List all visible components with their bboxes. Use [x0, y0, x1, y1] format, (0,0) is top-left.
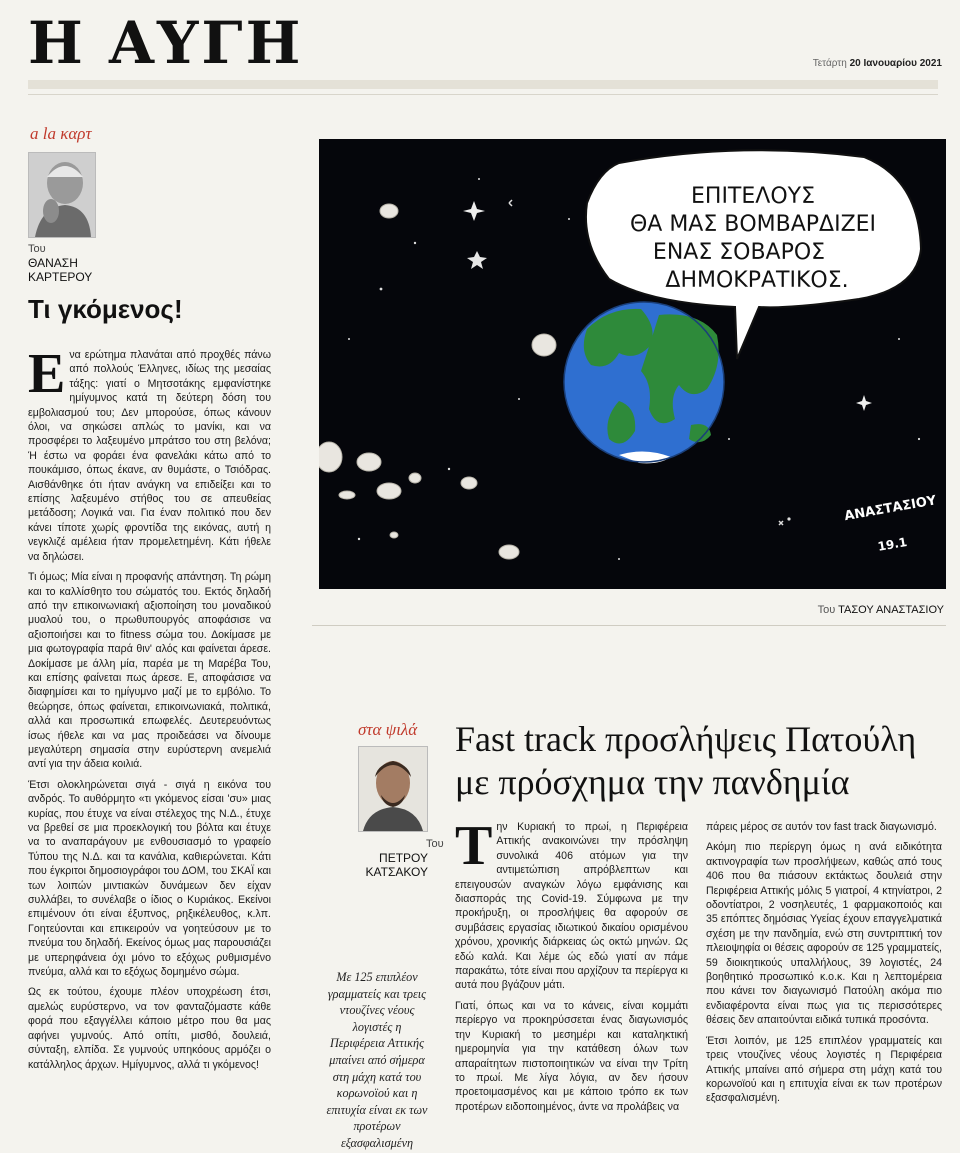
- paragraph-text: ην Κυριακή το πρωί, η Περιφέρεια Αττικής ανακοινώνει την πρόσληψη συνολικά 406 ατόμων για την αντιμετώπιση απρόβλεπτων και επειγουσών αναγκών λόγω εμφάνισης και διασποράς της Covid-19. Σύμφωνα με την προκήρυξη, οι προσλήψεις θα αφορούν σε συμβάσεις εργασίας ιδιωτικού δικαίου ορισμένου χρόνου, χρονικής διάρκειας ώς οκτώ μηνών. Ως εδώ καλά. Και λέμε ώς εδώ γιατί αν πάμε παρακάτω, τότε είναι που αρχίζουν τα περίεργα κι αυτά που βγάζουν μάτι.: [455, 821, 688, 992]
- article-paragraph: πάρεις μέρος σε αυτόν τον fast track διαγωνισμό.: [706, 821, 937, 833]
- paragraph-text: να ερώτημα πλανάται από προχθές πάνω από πολλούς Έλληνες, ιδίως της μεσαίας τάξης: γιατί ο Μητσοτάκης εμφανίστηκε ημίγυμνος κατά τη δεύτερη δόση του εμβολιασμού του; Δεν μπορούσε, όπως κάνουν όλοι, να σηκώσει απλώς το μανίκι, και να προσφέρει το λαξευμένο μπράτσο του στη βελόνα; Ή έστω να φοράει ένα φανελάκι κάτω από το πουκάμισο, όπως έκανε, αν θυμάστε, ο Τσιόδρας. Αισθάνθηκε ότι ήταν ανάγκη να επιδείξει και το επίσης λαξευμένο στήθος του σε απευθείας μετάδοση; Λογικά ναι. Για έναν πολιτικό που δεν κάνει τίποτε χωρίς φροντίδα της εικόνας, αυτή η νεγκλιζέ αμέλεια ήταν προμελετημένη. Κάτι ήθελε να δηλώσει.: [28, 349, 271, 563]
- masthead-rule: [28, 80, 938, 89]
- article-paragraph: [455, 820, 688, 993]
- article-paragraph: Έτσι λοιπόν, με 125 επιπλέον γραμματείς και τρεις ντουζίνες νέους λογιστές η Περιφέρεια Αττικής μπαίνει από σήμερα στη μάχη κατά του κορωνοϊού και η επιτυχία είναι εκ των προτέρων εξασφαλισμένη.: [706, 1034, 942, 1105]
- author-portrait-icon: [29, 153, 95, 237]
- cartoon-credit: [818, 604, 944, 616]
- author-last-name: ΚΑΡΤΕΡΟΥ: [28, 270, 93, 284]
- author-photo-katsakos: [358, 746, 428, 832]
- article-title: Τι γκόμενος!: [28, 294, 183, 324]
- author-portrait-icon: [359, 747, 427, 831]
- cartoon-drawing: [319, 139, 946, 589]
- bubble-line-1: ΕΠΙΤΕΛΟΥΣ: [691, 184, 815, 209]
- article-body-col-2: [706, 820, 942, 1140]
- article-paragraph: Ακόμη πιο περίεργη όμως η ανά ειδικότητα ακτινογραφία των προσλήψεων, καθώς από τους 406 που θα πιάσουν εκτάκτως δουλειά στην Περιφέρεια Αττικής μόλις 5 γιατροί, 4 κτηνίατροι, 2 οδοντίατροι, 2 νοσηλευτές, 1 φαρμακοποιός και 35 επόπτες δημόσιας Υγείας έχουν επαγγελματικά σχέση με την πανδημία, ενώ στη συντριπτική τον πλειοψηφία οι θέσεις αφορούν σε 125 γραμματείς, 59 διοικητικούς υπαλλήλους, 39 λογιστές, 24 βοηθητικό προσωπικό κ.ο.κ. Και η λεπτομέρεια που κάνει τον διαγωνισμό Πατούλη ακόμα πιο ενδιαφέροντα είναι πως για τις περισσότερες θέσεις δεν απαιτούνται ειδικά τυπικά προσόντα.: [706, 841, 942, 1027]
- bubble-line-4: ΔΗΜΟΚΡΑΤΙΚΟΣ.: [665, 268, 849, 293]
- issue-date-value: 20 Ιανουαρίου 2021: [849, 58, 942, 69]
- article-paragraph: Τι όμως; Μία είναι η προφανής απάντηση. Τη ρώμη και το καλλίσθητο του σώματός του. Εκτός δηλαδή από την επικοινωνιακή αξιοποίηση του μοναδικού μυαλού του, ο πρωθυπουργός αποφάσισε να αξιοποιήσει και το fitness σώμα του. Δοκίμασε με μια φωτογραφία παρά θιν' αλός και φαίνεται άρεσε. Δοκίμασε με άλλη μία, παρέα με τη Μαρέβα Του, και επίσης φαίνεται πως άρεσε. Ε, αποφάσισε να διαφημίσει και το ημίγυμνο μαζί με το εμβόλιο. Το θεώρησε, όπως φαίνεται, επικοινωνιακά, πολιτικά, αλλά και προσωπικά επωφελές. Δευτερευόντως ίσως ήθελε και να μας προιδεάσει να δίνουμε μεγαλύτερη σημασία στην ευρύστερνη ανεμελιά αντί για την άδεια κοιλιά.: [28, 571, 271, 771]
- issue-day: Τετάρτη: [812, 58, 847, 69]
- earth-icon: [564, 302, 724, 463]
- section-divider: [312, 625, 946, 626]
- masthead-rule-thin: [28, 94, 938, 95]
- column-label-a-la-kart: a la καρτ: [30, 124, 92, 143]
- cartoon: [319, 139, 946, 589]
- article-body-left: [28, 348, 271, 1138]
- article-paragraph: Ως εκ τούτου, έχουμε πλέον υποχρέωση έτσι, αμελώς ευρύστερνο, να τον φανταζόμαστε κάθε φορά που εξαγγέλλει κάποιο μέτρο που θα μας αφήνει γυμνούς. Από οπίτι, μισθό, δουλειά, σύνταξη, ελπίδα. Σε γυμνούς υπηκόους αρμόζει ο κατάλληλος άρχων. Ημίγυμνος, αλλά τι γκόμενος!: [28, 986, 271, 1071]
- signature-date: 19.1: [876, 534, 909, 554]
- author-first-name: ΘΑΝΑΣΗ: [28, 256, 78, 270]
- article-body-col-1: [455, 820, 688, 1140]
- headline-line-1: Fast track προσλήψεις Πατούλη: [455, 719, 917, 759]
- headline-line-2: με πρόσχημα την πανδημία: [455, 762, 850, 802]
- author-prefix: Του: [426, 838, 444, 850]
- issue-date: [813, 58, 942, 69]
- author-prefix: Του: [28, 243, 46, 255]
- drop-cap: Ε: [28, 348, 66, 405]
- author-name: ΠΕΤΡΟΥ ΚΑΤΣΑΚΟΥ: [365, 851, 428, 879]
- masthead-title: Η ΑΥΓΗ: [28, 9, 304, 77]
- article-paragraph: [28, 348, 271, 564]
- column-label-sta-psila: στα ψιλά: [358, 720, 418, 739]
- credit-name: ΤΑΣΟΥ ΑΝΑΣΤΑΣΙΟΥ: [838, 604, 944, 616]
- article-paragraph: Έτσι ολοκληρώνεται σιγά - σιγά η εικόνα του ανδρός. Το αυθόρμητο «τι γκόμενος είσαι 'συ» μιας κυρίας, που έτυχε να είναι στέλεχος της Ν.Δ., έτυχε να βρεθεί σε μια προεκλογική του βόλτα και έτυχε να το αναπαράγουν με ενθουσιασμό το γραφείο Τύπου της Ν.Δ. και τα κανάλια, καθιερώνεται. Κάτι που έγκριτοι δημοσιογράφοι του ΔΟΜ, του ΣΚΑΪ και των λοιπών μιντιακών δυνάμεων δεν είχαν συλλάβει, το συνέλαβε ο ίδιος ο Κυριάκος. Εκείνοι επιμένουν ότι είναι έξυπνος, ρηξικέλευθος, κ.λπ. Γοητεύονται και επικειρούν να γοητεύσουν με το πνεύμα του δηλαδή. Εκείνος όμως μας παρουσιάζει με υπερηφάνεια όχι μόνο το εξόχως ρυθμισμένο πνεύμα, αλλά και το εξόχως δομημένο σώμα.: [28, 778, 271, 979]
- bubble-line-2: ΘΑ ΜΑΣ ΒΟΜΒΑΡΔΙΖΕΙ: [629, 212, 877, 237]
- author-photo-karteros: [28, 152, 96, 238]
- bubble-line-3: ΕΝΑΣ ΣΟΒΑΡΟΣ: [652, 240, 826, 265]
- article-paragraph: Γιατί, όπως και να το κάνεις, είναι κομμάτι περίεργο να προκηρύσσεται ένας διαγωνισμός την Κυριακή το μεσημέρι και καταληκτική ημερομηνία για την κατάθεση όλων των απαραίτητων πιστοποιητικών να είναι την Τρίτη το πρωί. Με λίγα λόγια, αν δεν ήσουν προετοιμασμένος και με κάποιο τρόπο εκ των προτέρων ειδοποιημένος, άντε να προλάβεις να: [455, 999, 688, 1113]
- signature-text: ΑΝΑΣΤΑΣΙΟΥ: [843, 493, 938, 525]
- pull-quote: Με 125 επιπλέον γραμματείς και τρεις ντουζίνες νέους λογιστές η Περιφέρεια Αττικής μπαίνει από σήμερα στη μάχη κατά του κορωνοϊού και η επιτυχία είναι εκ των προτέρων εξασφαλισμένη: [326, 970, 428, 1150]
- credit-prefix: Του: [817, 604, 836, 616]
- drop-cap: Τ: [455, 820, 493, 877]
